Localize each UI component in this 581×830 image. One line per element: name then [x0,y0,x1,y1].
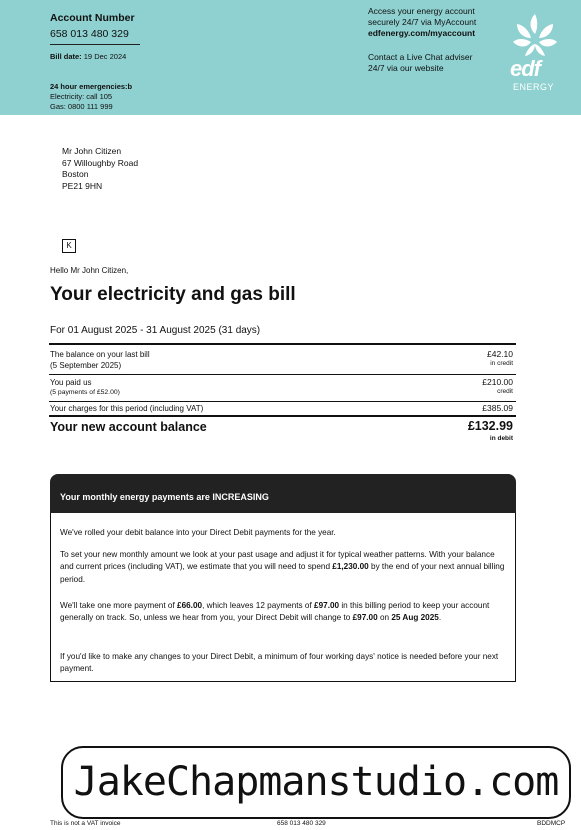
postal-address [62,146,138,192]
charges-value: £385.09 [482,403,513,413]
paid-value: £210.00 [482,377,513,387]
notice-panel [50,513,516,682]
billing-period: For 01 August 2025 - 31 August 2025 (31 days) [50,325,261,336]
last-bill-status: in credit [490,360,513,367]
next-payment-amount: £66.00 [177,601,203,610]
balance-summary [49,343,516,447]
watermark [61,746,571,819]
paid-label: You paid us [50,378,92,387]
address-line-2: Boston [62,169,89,179]
balance-value: £132.99 [467,419,513,433]
notice-heading-bar [50,474,516,513]
last-bill-value: £42.10 [487,349,513,359]
summary-row-charges [49,402,516,415]
text-span: in this billing period to keep your account generally on track. So, unless we hear from you, your Direct Debit will change to [60,601,490,623]
text-span: on [377,613,392,623]
bill-date-value: 19 Dec 2024 [83,52,127,61]
emergency-contacts [50,82,132,112]
live-chat-info [368,52,472,74]
account-number-label: Account Number [50,12,135,24]
monthly-payment-amount: £97.00 [314,601,340,610]
page-title: Your electricity and gas bill [50,284,296,305]
text-span: . [438,613,442,623]
chat-line-1: Contact a Live Chat adviser [368,52,473,62]
balance-label: Your new account balance [50,420,207,434]
footer-vat-note: This is not a VAT invoice [50,820,121,827]
header-banner [0,0,581,115]
address-postcode: PE21 9HN [62,180,103,191]
balance-status: in debit [489,435,513,442]
summary-row-last-bill [49,345,516,374]
text-span: To set your new monthly amount we look at your past usage and adjust it for typical weather patterns. With your balance and current prices (including VAT), we estimate that you will need to spend [60,550,495,572]
electricity-emergency: Electricity: call 105 [50,92,113,101]
notice-paragraph-2 [60,549,505,586]
sort-code-box: K [62,239,76,253]
last-bill-date: (5 September 2025) [50,361,122,370]
access-line-1: Access your energy account [368,6,475,16]
greeting: Hello Mr John Citizen, [50,266,129,275]
paid-status: credit [497,388,513,395]
gas-emergency: Gas: 0800 111 999 [50,102,113,111]
new-direct-debit-amount: £97.00 [352,613,378,623]
text-span: , which leaves 12 payments of [202,601,315,610]
logo-subtext: ENERGY [513,82,555,92]
text-span: by the end of your next annual billing period. [60,562,505,584]
account-access-info [368,6,476,39]
logo-text: edf [510,56,540,81]
footer-code: BDDMCP [537,820,566,827]
myaccount-link[interactable]: edfenergy.com/myaccount [368,28,476,38]
last-bill-label: The balance on your last bill [50,350,150,359]
emergency-title: 24 hour emergencies:b [50,82,133,91]
footer-account-number: 658 013 480 329 [277,820,326,827]
estimated-spend: £1,230.00 [332,562,369,572]
summary-row-balance [49,417,516,447]
address-name: Mr John Citizen [62,146,122,156]
access-line-2: securely 24/7 via MyAccount [368,17,477,27]
text-span: We'll take one more payment of [60,601,178,610]
watermark-text: JakeChapmanstudio.com [73,759,559,805]
bill-date-label: Bill date: [50,52,82,61]
account-number: 658 013 480 329 [50,28,129,40]
address-line-1: 67 Willoughby Road [62,157,139,168]
bill-date [50,52,126,61]
change-date: 25 Aug 2025 [391,613,439,623]
notice-paragraph-4: If you'd like to make any changes to your Direct Debit, a minimum of four working days' notice is needed before your next payment. [60,652,499,674]
charges-label: Your charges for this period (including VAT) [50,404,204,413]
paid-detail: (5 payments of £52.00) [50,389,120,396]
notice-paragraph-3 [60,600,505,625]
chat-line-2: 24/7 via our website [368,63,444,73]
notice-heading: Your monthly energy payments are INCREASING [60,492,269,502]
summary-row-paid [49,375,516,401]
notice-paragraph-1: We've rolled your debit balance into your Direct Debit payments for the year. [60,528,336,537]
account-divider [50,44,140,45]
